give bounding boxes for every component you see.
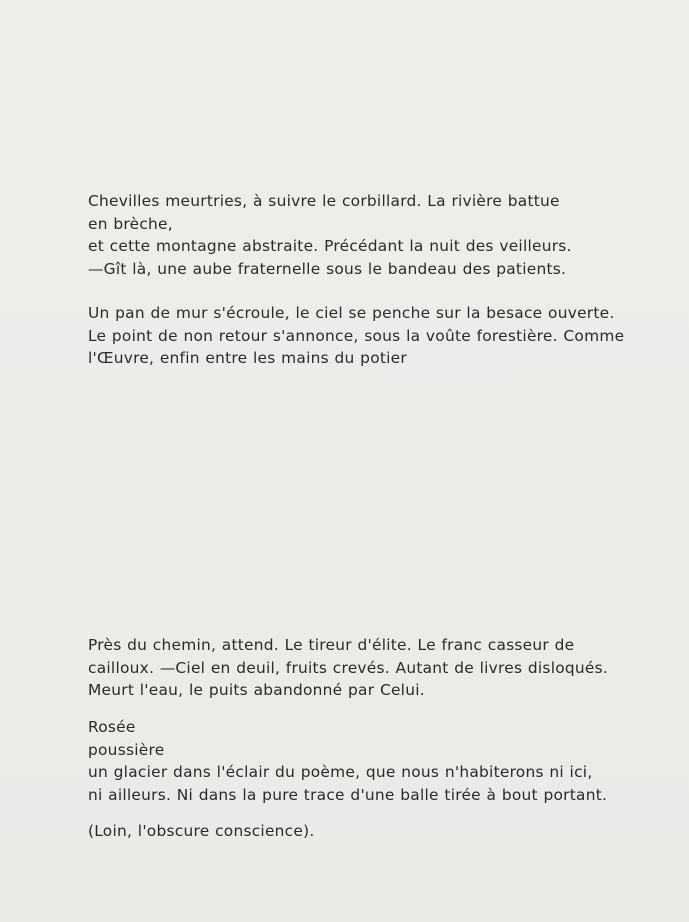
stanza-1 [88,190,572,281]
stanza-3 [88,634,608,702]
poem-line: Le point de non retour s'annonce, sous la voûte forestière. Comme [88,326,625,345]
poem-line: —Gît là, une aube fraternelle sous le bandeau des patients. [88,260,567,279]
poem-line: un glacier dans l'éclair du poème, que nous n'habiterons ni ici, [88,763,593,782]
poem-line: Un pan de mur s'écroule, le ciel se penche sur la besace ouverte. [88,304,615,322]
poem-line: Près du chemin, attend. Le tireur d'élite. Le franc casseur de [88,636,575,654]
poem-line: Rosée [88,718,136,736]
poem-line: l'Œuvre, enfin entre les mains du potier [88,349,407,368]
poem-line: en brèche, [88,214,173,233]
poem-line: et cette montagne abstraite. Précédant la nuit des veilleurs. [88,237,572,256]
stanza-2 [88,302,624,370]
poem-line: Chevilles meurtries, à suivre le corbillard. La rivière battue [88,192,560,210]
poem-line: ni ailleurs. Ni dans la pure trace d'une balle tirée à bout portant. [88,786,608,805]
stanza-4 [88,716,607,807]
poem-line: cailloux. —Ciel en deuil, fruits crevés. Autant de livres disloqués. [88,658,609,677]
stanza-5 [88,820,315,843]
poem-line: Meurt l'eau, le puits abandonné par Celui. [88,681,425,700]
poem-line: (Loin, l'obscure conscience). [88,822,315,840]
poem-line: poussière [88,740,165,759]
